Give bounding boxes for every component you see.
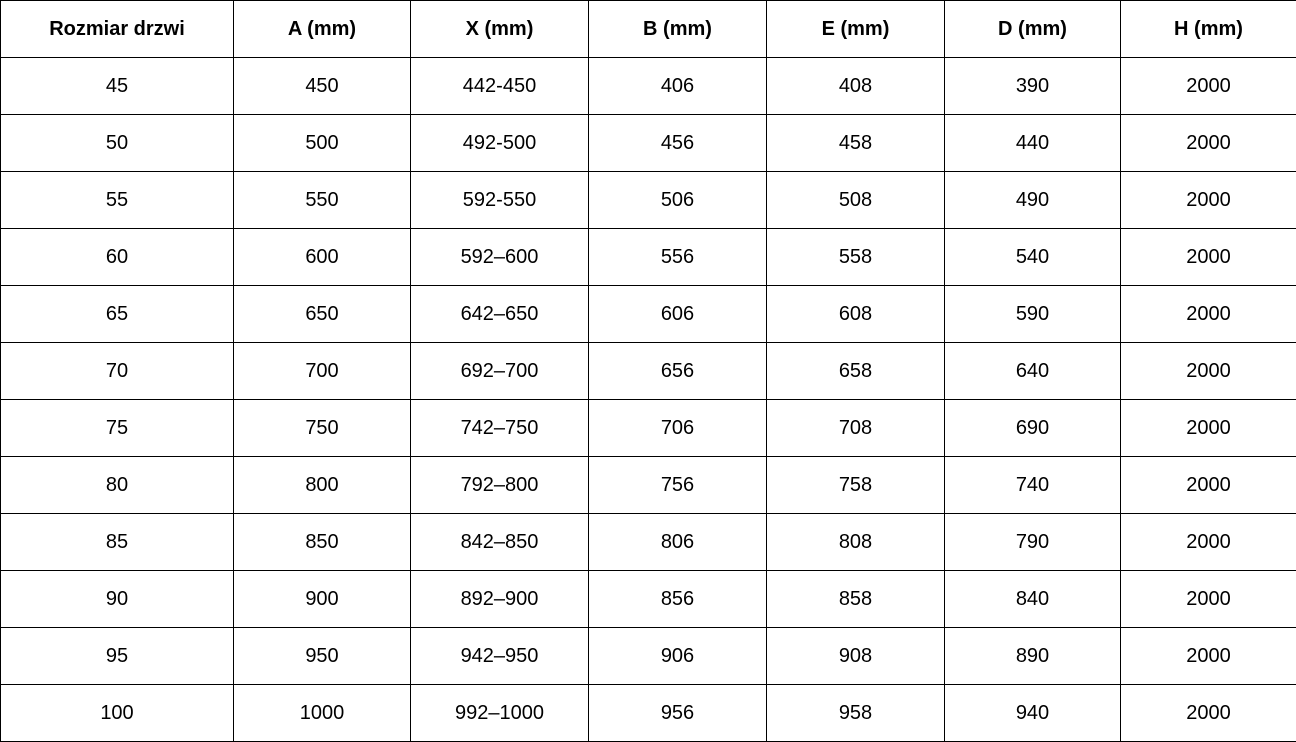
table-cell: 2000: [1121, 571, 1296, 628]
column-header: X (mm): [411, 1, 589, 58]
table-cell: 550: [234, 172, 411, 229]
table-cell: 2000: [1121, 115, 1296, 172]
table-cell: 506: [589, 172, 767, 229]
table-cell: 800: [234, 457, 411, 514]
table-cell: 592-550: [411, 172, 589, 229]
table-cell: 2000: [1121, 400, 1296, 457]
table-cell: 806: [589, 514, 767, 571]
table-cell: 756: [589, 457, 767, 514]
table-cell: 700: [234, 343, 411, 400]
table-row: [1, 514, 1296, 571]
table-cell: 708: [767, 400, 945, 457]
table-cell: 2000: [1121, 229, 1296, 286]
table-cell: 442-450: [411, 58, 589, 115]
table-cell: 2000: [1121, 343, 1296, 400]
table-cell: 2000: [1121, 457, 1296, 514]
column-header: D (mm): [945, 1, 1121, 58]
table-cell: 456: [589, 115, 767, 172]
table-cell: 440: [945, 115, 1121, 172]
table-cell: 606: [589, 286, 767, 343]
table-cell: 90: [1, 571, 234, 628]
table-cell: 850: [234, 514, 411, 571]
table-cell: 650: [234, 286, 411, 343]
table-cell: 900: [234, 571, 411, 628]
table-body: [1, 58, 1296, 742]
table-row: [1, 115, 1296, 172]
table-cell: 892–900: [411, 571, 589, 628]
table-cell: 65: [1, 286, 234, 343]
table-cell: 908: [767, 628, 945, 685]
table-row: [1, 400, 1296, 457]
table-cell: 2000: [1121, 514, 1296, 571]
table-cell: 75: [1, 400, 234, 457]
column-header: H (mm): [1121, 1, 1296, 58]
table-cell: 406: [589, 58, 767, 115]
table-cell: 750: [234, 400, 411, 457]
table-cell: 608: [767, 286, 945, 343]
table-cell: 758: [767, 457, 945, 514]
table-cell: 70: [1, 343, 234, 400]
table-cell: 1000: [234, 685, 411, 742]
table-cell: 80: [1, 457, 234, 514]
table-cell: 790: [945, 514, 1121, 571]
table-cell: 490: [945, 172, 1121, 229]
table-row: [1, 58, 1296, 115]
table-cell: 2000: [1121, 172, 1296, 229]
table-cell: 658: [767, 343, 945, 400]
table-cell: 95: [1, 628, 234, 685]
table-cell: 906: [589, 628, 767, 685]
table-cell: 992–1000: [411, 685, 589, 742]
table-cell: 2000: [1121, 58, 1296, 115]
table-cell: 60: [1, 229, 234, 286]
table-cell: 55: [1, 172, 234, 229]
table-cell: 2000: [1121, 628, 1296, 685]
table-cell: 390: [945, 58, 1121, 115]
table-cell: 50: [1, 115, 234, 172]
table-cell: 940: [945, 685, 1121, 742]
table-cell: 740: [945, 457, 1121, 514]
table-cell: 590: [945, 286, 1121, 343]
table-cell: 85: [1, 514, 234, 571]
table-cell: 600: [234, 229, 411, 286]
table-cell: 640: [945, 343, 1121, 400]
table-cell: 2000: [1121, 685, 1296, 742]
table-cell: 858: [767, 571, 945, 628]
column-header: Rozmiar drzwi: [1, 1, 234, 58]
table-cell: 706: [589, 400, 767, 457]
column-header: B (mm): [589, 1, 767, 58]
table-cell: 492-500: [411, 115, 589, 172]
table-cell: 956: [589, 685, 767, 742]
table-cell: 950: [234, 628, 411, 685]
table-cell: 856: [589, 571, 767, 628]
table-cell: 656: [589, 343, 767, 400]
table-cell: 2000: [1121, 286, 1296, 343]
table-cell: 692–700: [411, 343, 589, 400]
table-cell: 558: [767, 229, 945, 286]
table-header: [1, 1, 1296, 58]
table-cell: 958: [767, 685, 945, 742]
table-cell: 508: [767, 172, 945, 229]
table-cell: 556: [589, 229, 767, 286]
table-cell: 942–950: [411, 628, 589, 685]
table-cell: 842–850: [411, 514, 589, 571]
table-cell: 840: [945, 571, 1121, 628]
table-cell: 45: [1, 58, 234, 115]
table-row: [1, 343, 1296, 400]
table-cell: 890: [945, 628, 1121, 685]
table-row: [1, 457, 1296, 514]
table-cell: 742–750: [411, 400, 589, 457]
table-row: [1, 229, 1296, 286]
header-row: [1, 1, 1296, 58]
table-row: [1, 685, 1296, 742]
table-cell: 690: [945, 400, 1121, 457]
table-row: [1, 628, 1296, 685]
table-cell: 408: [767, 58, 945, 115]
table-cell: 540: [945, 229, 1121, 286]
column-header: E (mm): [767, 1, 945, 58]
table-cell: 642–650: [411, 286, 589, 343]
column-header: A (mm): [234, 1, 411, 58]
table-cell: 592–600: [411, 229, 589, 286]
table-row: [1, 172, 1296, 229]
table-cell: 100: [1, 685, 234, 742]
table-cell: 792–800: [411, 457, 589, 514]
table-row: [1, 286, 1296, 343]
table-cell: 458: [767, 115, 945, 172]
table-cell: 450: [234, 58, 411, 115]
table-cell: 808: [767, 514, 945, 571]
table-cell: 500: [234, 115, 411, 172]
table-row: [1, 571, 1296, 628]
